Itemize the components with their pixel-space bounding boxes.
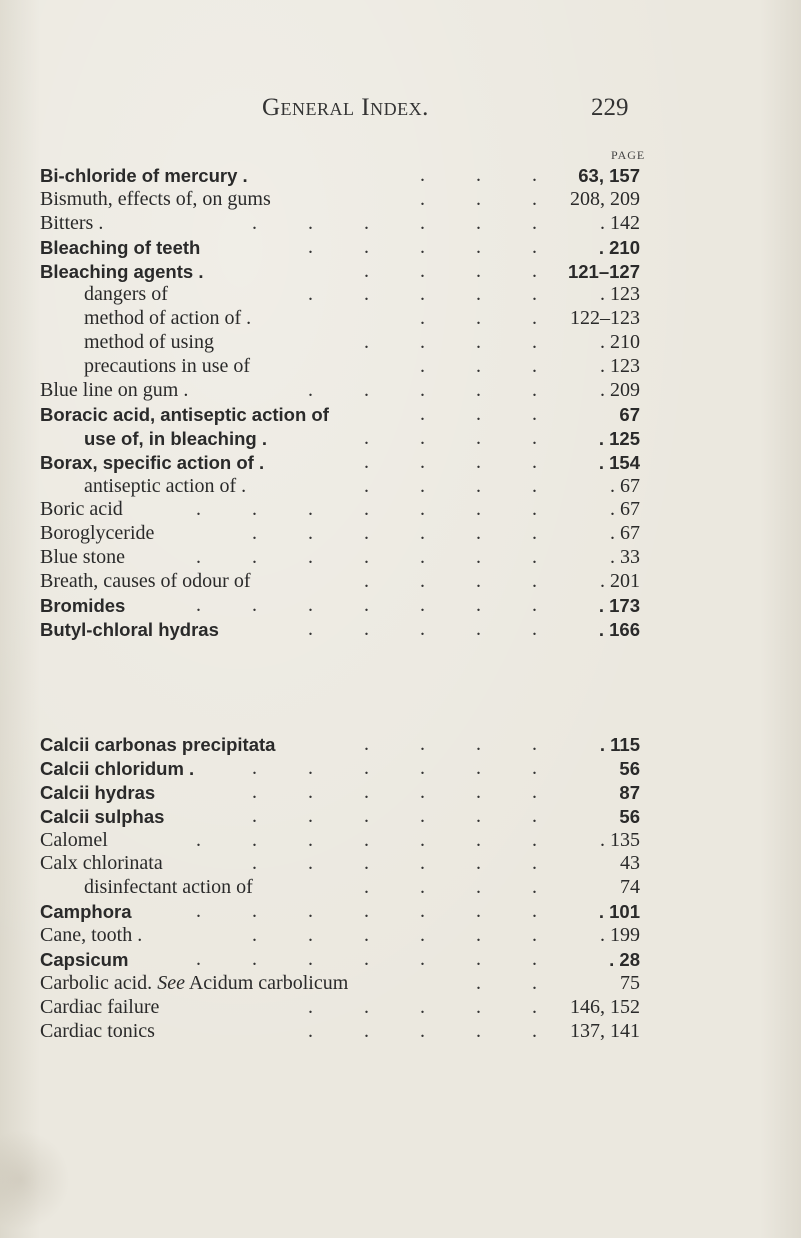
index-page-reference: 75 — [620, 971, 640, 994]
index-page-reference: 121–127 — [567, 260, 640, 282]
paper-stain — [0, 1130, 70, 1230]
index-entry — [40, 781, 640, 805]
index-entry — [40, 475, 640, 499]
dot-leader: . . . — [420, 187, 560, 210]
index-entry — [40, 757, 640, 781]
index-entry — [40, 805, 640, 829]
index-page-reference: . 67 — [610, 522, 640, 545]
index-term — [40, 972, 348, 996]
index-page-reference: 56 — [619, 757, 640, 779]
dot-leader: . . . . . . . — [196, 594, 560, 617]
page-column-label: PAGE — [611, 148, 646, 162]
dot-leader: . . — [476, 971, 560, 994]
index-entry — [40, 379, 640, 403]
running-head-title: General Index. — [262, 94, 429, 121]
index-page-reference: . 101 — [598, 901, 640, 923]
index-page-reference: . 123 — [600, 355, 640, 378]
dot-leader: . . . . . — [308, 379, 560, 402]
index-page-reference: 63, 157 — [578, 165, 640, 186]
index-entry — [40, 522, 640, 546]
index-entry — [40, 355, 640, 379]
index-page-reference: 74 — [620, 876, 640, 899]
index-entry — [40, 236, 640, 260]
index-term: Bromides — [40, 595, 126, 617]
index-term: Calomel — [40, 828, 108, 851]
dot-leader: . . . . — [364, 426, 560, 449]
index-entry — [40, 188, 640, 212]
page-number: 229 — [591, 94, 629, 121]
index-entry — [40, 972, 640, 996]
index-term: Borax, specific action of . — [40, 451, 265, 473]
dot-leader: . . . . . . — [252, 522, 560, 545]
dot-leader: . . . . — [364, 450, 560, 473]
dot-leader: . . . . . — [308, 1019, 560, 1042]
index-term: Bismuth, effects of, on gums — [40, 187, 271, 210]
dot-leader: . . . . . — [308, 617, 560, 640]
index-term: dangers of — [84, 283, 168, 306]
index-page-reference: . 209 — [600, 379, 640, 402]
index-term: Calcii chloridum . — [40, 757, 195, 779]
index-term: Calcii hydras — [40, 781, 156, 803]
dot-leader: . . . . . — [308, 283, 560, 306]
dot-leader: . . . . . . — [252, 756, 560, 779]
dot-leader: . . . . . . — [252, 804, 560, 827]
dot-leader: . . . . — [364, 570, 560, 593]
index-term: Blue stone — [40, 546, 125, 569]
dot-leader: . . . . — [364, 474, 560, 497]
index-term: Butyl-chloral hydras — [40, 618, 219, 640]
dot-leader: . . . — [420, 402, 560, 425]
index-section-c — [40, 733, 640, 1044]
index-page-reference: . 33 — [610, 546, 640, 569]
index-entry — [40, 594, 640, 618]
dot-leader: . . . . . . . — [196, 828, 560, 851]
dot-leader: . . . . — [364, 331, 560, 354]
index-entry — [40, 307, 640, 331]
index-entry — [40, 852, 640, 876]
index-term-reference-target: Acidum carbolicum — [188, 971, 349, 994]
index-page-reference: . 201 — [600, 570, 640, 593]
dot-leader: . . . — [420, 164, 560, 186]
index-term: use of, in bleaching . — [84, 427, 267, 449]
dot-leader: . . . . — [364, 876, 560, 899]
index-term: Cardiac failure — [40, 995, 160, 1018]
index-page-reference: 208, 209 — [570, 187, 640, 210]
index-entry — [40, 331, 640, 355]
index-entry — [40, 900, 640, 924]
index-term: method of using — [84, 331, 214, 354]
index-term: Bitters . — [40, 211, 104, 234]
index-term: precautions in use of — [84, 355, 251, 378]
dot-leader: . . . . . . . — [196, 546, 560, 569]
index-page-reference: . 166 — [598, 618, 640, 640]
index-page-reference: . 67 — [610, 474, 640, 497]
dot-leader: . . . . . . . — [196, 900, 560, 923]
index-page-reference: . 135 — [600, 828, 640, 851]
index-page-reference: 56 — [619, 805, 640, 827]
index-term: Boracic acid, antiseptic action of — [40, 403, 329, 425]
dot-leader: . . . . . . — [252, 924, 560, 947]
index-page-reference: . 28 — [609, 949, 640, 971]
dot-leader: . . . . . . . — [196, 498, 560, 521]
index-entry — [40, 498, 640, 522]
index-term: Blue line on gum . — [40, 379, 189, 402]
dot-leader: . . . . . — [308, 235, 560, 258]
index-page-reference: . 173 — [598, 595, 640, 617]
index-term: Camphora — [40, 901, 132, 923]
index-entry — [40, 733, 640, 757]
index-term: Calcii carbonas precipitata — [40, 734, 276, 755]
index-entry — [40, 451, 640, 475]
dot-leader: . . . . . . — [252, 852, 560, 875]
index-page-reference: . 199 — [600, 924, 640, 947]
index-entry — [40, 1020, 640, 1044]
dot-leader: . . . — [420, 355, 560, 378]
index-page-reference: . 123 — [600, 283, 640, 306]
index-entry — [40, 948, 640, 972]
index-entry — [40, 260, 640, 284]
index-term: method of action of . — [84, 307, 252, 330]
index-entry — [40, 996, 640, 1020]
index-page-reference: . 210 — [600, 331, 640, 354]
index-entry — [40, 570, 640, 594]
index-page-reference: 87 — [619, 781, 640, 803]
index-term: disinfectant action of — [84, 876, 253, 899]
index-page-reference: 122–123 — [570, 307, 640, 330]
index-term: Boric acid — [40, 498, 123, 521]
index-page-reference: . 142 — [600, 211, 640, 234]
index-term: Calx chlorinata — [40, 852, 163, 875]
index-page-reference: 67 — [619, 403, 640, 425]
index-entry — [40, 212, 640, 236]
index-section-b — [40, 164, 640, 642]
index-term: Calcii sulphas — [40, 805, 165, 827]
index-term: Capsicum — [40, 949, 129, 971]
index-term: Bleaching of teeth — [40, 236, 201, 258]
index-page-reference: 146, 152 — [570, 995, 640, 1018]
index-term: Cane, tooth . — [40, 924, 143, 947]
index-term-main: Carbolic acid. — [40, 971, 153, 994]
index-entry — [40, 164, 640, 188]
index-term: Breath, causes of odour of — [40, 570, 251, 593]
index-page-reference: . 210 — [598, 236, 640, 258]
index-page-reference: . 154 — [598, 451, 640, 473]
index-entry — [40, 618, 640, 642]
index-entry — [40, 283, 640, 307]
index-entry — [40, 924, 640, 948]
index-entry — [40, 427, 640, 451]
dot-leader: . . . . — [364, 259, 560, 282]
index-entry — [40, 403, 640, 427]
index-term: Boroglyceride — [40, 522, 155, 545]
index-term: Bi-chloride of mercury . — [40, 165, 248, 186]
dot-leader: . . . . . — [308, 995, 560, 1018]
dot-leader: . . . . . . . — [196, 948, 560, 971]
index-entry — [40, 876, 640, 900]
index-page-reference: 43 — [620, 852, 640, 875]
dot-leader: . . . . — [364, 733, 560, 755]
dot-leader: . . . . . . — [252, 780, 560, 803]
index-page-reference: . 67 — [610, 498, 640, 521]
index-entry — [40, 829, 640, 853]
index-page-reference: 137, 141 — [570, 1019, 640, 1042]
index-page-reference: . 125 — [598, 427, 640, 449]
index-cross-reference: See — [157, 971, 185, 994]
index-term: Cardiac tonics — [40, 1019, 155, 1042]
index-term: antiseptic action of . — [84, 474, 247, 497]
index-page-reference: . 115 — [599, 734, 640, 755]
dot-leader: . . . . . . — [252, 211, 560, 234]
index-entry — [40, 546, 640, 570]
index-term: Bleaching agents . — [40, 260, 204, 282]
dot-leader: . . . — [420, 307, 560, 330]
